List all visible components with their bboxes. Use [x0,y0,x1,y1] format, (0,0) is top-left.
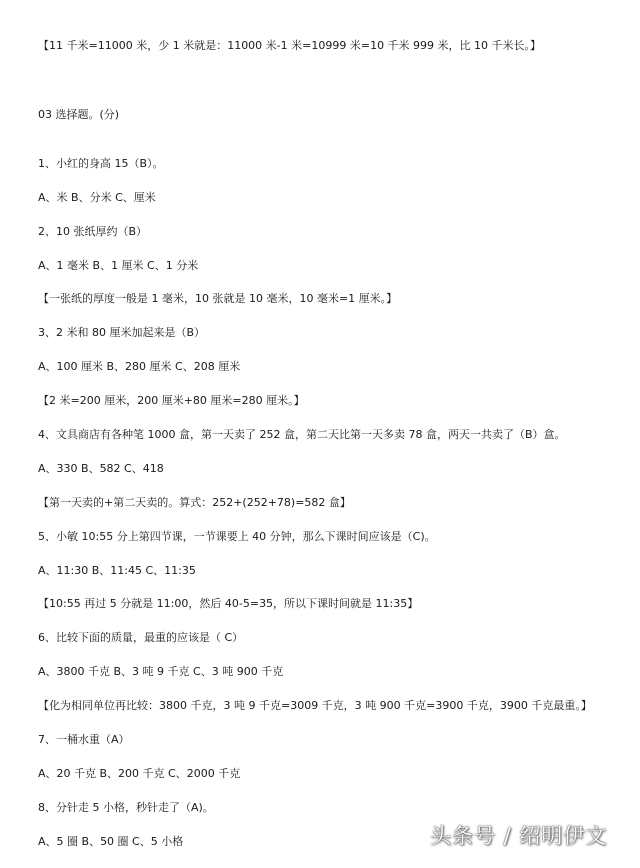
answer-options: A、3800 千克 B、3 吨 9 千克 C、3 吨 900 千克 [38,665,284,678]
answer-note: 【10:55 再过 5 分就是 11:00，然后 40-5=35，所以下课时间就是 11:35】 [38,597,419,610]
question-text: 8、分针走 5 小格，秒针走了（A)。 [38,801,214,814]
answer-options: A、20 千克 B、200 千克 C、2000 千克 [38,767,241,780]
answer-options: A、米 B、分米 C、厘米 [38,191,156,204]
answer-options: A、100 厘米 B、280 厘米 C、208 厘米 [38,360,241,373]
question-text: 3、2 米和 80 厘米加起来是（B） [38,326,206,339]
question-text: 5、小敏 10:55 分上第四节课，一节课要上 40 分钟，那么下课时间应该是（C)。 [38,530,436,543]
answer-note: 【11 千米=11000 米，少 1 米就是：11000 米-1 米=10999 米=10 千米 999 米，比 10 千米长。】 [38,39,542,52]
question-text: 2、10 张纸厚约（B） [38,225,148,238]
question-text: 7、一桶水重（A） [38,733,130,746]
watermark: 头条号 / 绍明伊文 [430,824,608,848]
answer-note: 【一张纸的厚度一般是 1 毫米，10 张就是 10 毫米，10 毫米=1 厘米。】 [38,292,398,305]
answer-note: 【2 米=200 厘米，200 厘米+80 厘米=280 厘米。】 [38,394,305,407]
question-text: 4、文具商店有各种笔 1000 盒，第一天卖了 252 盒，第二天比第一天多卖 78 盒，两天一共卖了（B）盒。 [38,428,566,441]
section-heading: 03 选择题。(分) [38,108,120,121]
answer-note: 【第一天卖的+第二天卖的。算式：252+(252+78)=582 盒】 [38,496,351,509]
answer-note: 【化为相同单位再比较：3800 千克，3 吨 9 千克=3009 千克，3 吨 900 千克=3900 千克，3900 千克最重。】 [38,699,592,712]
question-text: 1、小红的身高 15（B）。 [38,157,164,170]
answer-options: A、11:30 B、11:45 C、11:35 [38,564,196,577]
answer-options: A、1 毫米 B、1 厘米 C、1 分米 [38,259,199,272]
answer-options: A、5 圈 B、50 圈 C、5 小格 [38,835,184,848]
question-text: 6、比较下面的质量，最重的应该是（ C） [38,631,244,644]
answer-options: A、330 B、582 C、418 [38,462,164,475]
